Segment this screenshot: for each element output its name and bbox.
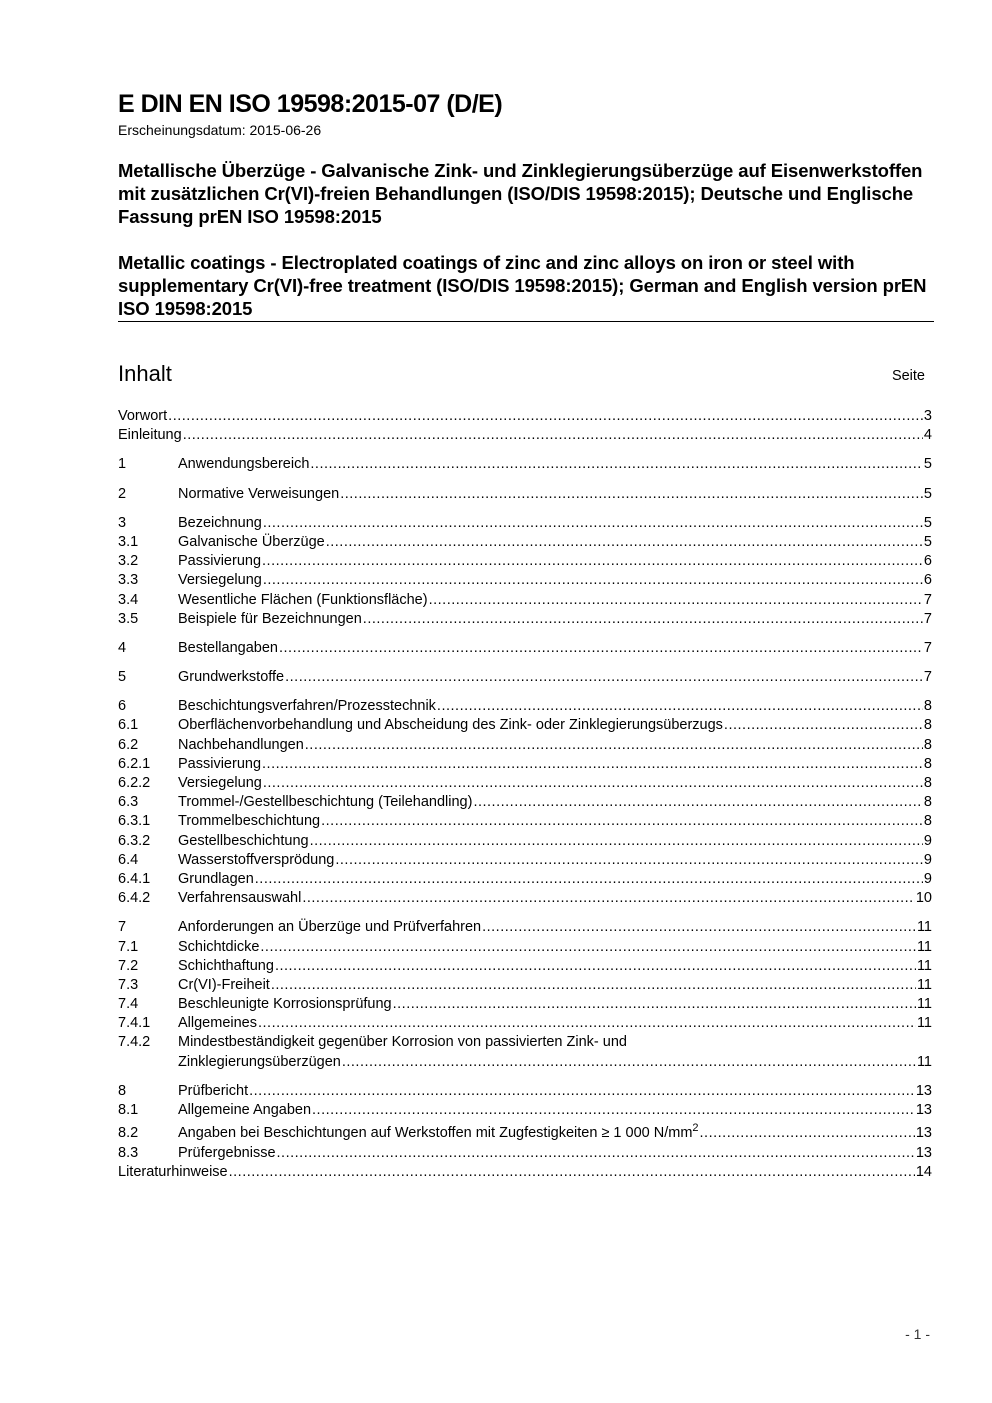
toc-entry[interactable] <box>118 736 932 755</box>
toc-entry[interactable] <box>118 485 932 504</box>
dot-leader <box>482 918 916 937</box>
toc-entry-number: 6.3.2 <box>118 832 151 849</box>
toc-entry-page: 11 <box>916 1015 932 1032</box>
toc-entry[interactable] <box>118 571 932 590</box>
toc-entry[interactable] <box>118 1101 932 1120</box>
toc-entry-number: 6.2 <box>118 736 139 753</box>
toc-entry-title-text: Beschichtungsverfahren/Prozesstechnik <box>178 698 436 715</box>
dot-leader <box>262 552 923 571</box>
dot-leader <box>249 1082 915 1101</box>
toc-entry-number: 6.4 <box>118 851 139 868</box>
toc-entry-page: 5 <box>923 533 932 550</box>
dot-leader <box>260 938 916 957</box>
toc-entry[interactable] <box>118 793 932 812</box>
toc-entry-page: 6 <box>923 572 932 589</box>
toc-entry-title-text: Cr(VI)-Freiheit <box>178 976 270 993</box>
toc-entry-number: 6.4.2 <box>118 890 151 907</box>
toc-entry-title <box>178 1101 311 1120</box>
toc-entry-title-text: Wasserstoffversprödung <box>178 851 335 868</box>
toc-entry-number: 4 <box>118 639 127 656</box>
toc-entry[interactable] <box>118 851 932 870</box>
toc-group <box>118 668 932 687</box>
toc-entry-page: 7 <box>923 639 932 656</box>
dot-leader <box>429 591 923 610</box>
toc-entry-page: 11 <box>916 1053 932 1070</box>
toc-entry-number: 2 <box>118 485 127 502</box>
toc-entry-page: 5 <box>923 456 932 473</box>
toc-entry-page: 9 <box>923 870 932 887</box>
dot-leader <box>271 976 916 995</box>
toc-entry-page: 4 <box>923 427 932 444</box>
toc-entry-title-text: Trommelbeschichtung <box>178 813 321 830</box>
superscript: 2 <box>692 1122 699 1135</box>
toc-group <box>118 639 932 658</box>
toc-group <box>118 1082 932 1183</box>
toc-entry[interactable] <box>118 1120 932 1144</box>
dot-leader <box>326 533 923 552</box>
dot-leader <box>305 736 923 755</box>
toc-entry-number: 6.2.1 <box>118 755 151 772</box>
toc-entry-title <box>178 639 278 658</box>
dot-leader <box>302 889 915 908</box>
dot-leader <box>262 755 923 774</box>
toc-entry[interactable] <box>118 812 932 831</box>
toc-entry-title <box>178 938 259 957</box>
toc-entry-page: 13 <box>915 1125 932 1142</box>
toc-entry-title-text: Grundwerkstoffe <box>178 669 285 686</box>
toc-entry-page: 7 <box>923 610 932 627</box>
toc-entry[interactable] <box>118 639 932 658</box>
dot-leader <box>277 1144 915 1163</box>
toc-entry-title <box>178 774 262 793</box>
toc-entry-page: 5 <box>923 514 932 531</box>
toc-entry-title-text: Prüfbericht <box>178 1082 249 1099</box>
dot-leader <box>279 639 923 658</box>
toc-entry-title <box>178 812 320 831</box>
toc-entry-title-text: Literaturhinweise <box>118 1164 228 1181</box>
dot-leader <box>183 426 923 445</box>
toc-group <box>118 407 932 445</box>
toc-entry-title: Zinklegierungsüberzügen <box>178 1053 341 1070</box>
toc-entry-title <box>178 889 301 908</box>
toc-entry-title-text: Trommel-/Gestellbeschichtung (Teilehandling) <box>178 794 473 811</box>
toc-entry-number: 3.4 <box>118 591 139 608</box>
toc-entry-title-text: Gestellbeschichtung <box>178 832 309 849</box>
toc-entry-page: 3 <box>923 408 932 424</box>
toc-entry-page: 5 <box>923 485 932 502</box>
toc-entry-title-text: Nachbehandlungen <box>178 736 304 753</box>
toc-entry[interactable] <box>118 533 932 552</box>
toc-entry-title-text: Passivierung <box>178 553 262 570</box>
toc-entry-title-text: Passivierung <box>178 755 262 772</box>
toc-entry-title <box>178 716 723 735</box>
dot-leader <box>263 514 923 533</box>
toc-entry-page: 9 <box>923 851 932 868</box>
toc-heading: Inhalt <box>118 361 172 386</box>
toc-entry[interactable] <box>118 755 932 774</box>
toc-entry-title <box>118 1163 228 1182</box>
toc-entry-page: 13 <box>915 1102 932 1118</box>
toc-entry-number: 8.2 <box>118 1125 139 1142</box>
toc-entry-number: 6.4.1 <box>118 870 151 887</box>
toc-entry-number: 7.3 <box>118 976 139 993</box>
toc-entry-number: 3.3 <box>118 572 139 589</box>
toc-entry-title <box>178 1082 248 1101</box>
dot-leader <box>168 407 923 426</box>
toc-entry-number: 3.1 <box>118 533 139 550</box>
toc-entry[interactable] <box>118 552 932 571</box>
toc-entry-title <box>178 552 261 571</box>
toc-entry-page: 8 <box>923 755 932 772</box>
toc-entry-title-text: Mindestbeständigkeit gegenüber Korrosion von passivierten Zink- und <box>178 1034 627 1051</box>
toc-entry[interactable] <box>118 1082 932 1101</box>
toc-entry-number: 3.2 <box>118 553 139 570</box>
toc-entry-title-text: Vorwort <box>118 408 168 424</box>
toc-entry-title <box>178 514 262 533</box>
table-of-contents <box>118 407 932 1193</box>
toc-entry[interactable] <box>118 514 932 533</box>
toc-entry[interactable] <box>118 889 932 908</box>
toc-entry-title <box>178 755 261 774</box>
toc-entry-page: 7 <box>923 669 932 686</box>
toc-entry[interactable] <box>118 455 932 474</box>
dot-leader <box>229 1163 915 1182</box>
toc-entry-title <box>178 832 309 851</box>
dot-leader <box>285 668 923 687</box>
toc-entry-page: 13 <box>915 1145 932 1162</box>
toc-entry-page: 6 <box>923 553 932 570</box>
toc-entry-title <box>118 426 182 445</box>
dot-leader <box>310 832 923 851</box>
toc-entry-title <box>178 697 436 716</box>
dot-leader <box>340 485 923 504</box>
toc-entry-title <box>178 918 481 937</box>
dot-leader <box>312 1101 915 1120</box>
toc-entry[interactable] <box>118 938 932 957</box>
toc-entry-title-text: Schichthaftung <box>178 957 274 974</box>
toc-entry-number: 7.4 <box>118 996 139 1013</box>
toc-entry[interactable] <box>118 426 932 445</box>
toc-entry-title <box>178 591 428 610</box>
toc-entry-title <box>178 485 339 504</box>
toc-entry-title-text: Beschleunigte Korrosionsprüfung <box>178 996 392 1013</box>
page-number: - 1 - <box>905 1326 930 1342</box>
toc-entry[interactable] <box>118 870 932 889</box>
toc-entry-title <box>178 1014 257 1033</box>
toc-entry-number: 5 <box>118 669 127 686</box>
toc-entry-title-text: Schichtdicke <box>178 938 260 955</box>
toc-entry[interactable] <box>118 774 932 793</box>
toc-entry[interactable] <box>118 591 932 610</box>
toc-entry-page: 7 <box>923 591 932 608</box>
toc-entry[interactable] <box>118 610 932 629</box>
toc-entry[interactable] <box>118 1144 932 1163</box>
toc-entry-title-text: Oberflächenvorbehandlung und Abscheidung des Zink- oder Zinklegierungsüberzugs <box>178 717 723 734</box>
toc-entry-number: 6.3.1 <box>118 813 151 830</box>
toc-entry-page: 9 <box>923 832 932 849</box>
toc-entry-page: 8 <box>923 717 932 734</box>
publication-date: Erscheinungsdatum: 2015-06-26 <box>118 122 322 138</box>
toc-entry[interactable] <box>118 697 932 716</box>
toc-entry-title-text: Allgemeine Angaben <box>178 1102 312 1118</box>
toc-entry-number: 8.1 <box>118 1102 139 1118</box>
toc-entry[interactable] <box>118 407 932 426</box>
toc-entry-title <box>178 668 284 687</box>
toc-entry-number: 6.2.2 <box>118 775 151 791</box>
dot-leader <box>263 774 923 793</box>
toc-entry-title-text: Grundlagen <box>178 870 254 887</box>
toc-entry-number: 7.4.1 <box>118 1015 151 1032</box>
title-german: Metallische Überzüge - Galvanische Zink- und Zinklegierungsüberzüge auf Eisenwerkstoffen mit zusätzlichen Cr(VI)-freien Behandlungen (ISO/DIS 19598:2015); Deutsche und Englische Fassung prEN ISO 19598:2015 <box>118 160 923 227</box>
dot-leader <box>263 571 923 590</box>
toc-entry-page: 8 <box>923 736 932 753</box>
toc-entry-title <box>178 736 304 755</box>
toc-entry-number: 3.5 <box>118 610 139 627</box>
toc-page-label: Seite <box>891 368 925 384</box>
toc-entry-page: 11 <box>916 976 932 993</box>
toc-entry[interactable] <box>118 976 932 995</box>
toc-entry[interactable] <box>118 1033 932 1052</box>
dot-leader <box>724 716 923 735</box>
toc-entry-title-text: Allgemeines <box>178 1015 257 1032</box>
toc-entry-page: 8 <box>923 698 932 715</box>
toc-entry-number: 1 <box>118 456 127 473</box>
toc-entry-title-text: Bestellangaben <box>178 639 278 656</box>
toc-entry-title <box>178 455 309 474</box>
toc-entry-page: 11 <box>916 957 932 974</box>
toc-entry[interactable] <box>118 995 932 1014</box>
toc-entry-title <box>178 793 472 812</box>
toc-entry-page: 8 <box>923 794 932 811</box>
toc-entry-number: 6 <box>118 698 127 715</box>
toc-entry-title <box>178 533 325 552</box>
dot-leader <box>473 793 922 812</box>
toc-entry-number: 6.1 <box>118 717 139 734</box>
toc-entry-page: 8 <box>923 813 932 830</box>
toc-entry-title <box>178 571 262 590</box>
dot-leader <box>258 1014 916 1033</box>
toc-entry-page: 10 <box>915 890 932 907</box>
dot-leader <box>310 455 923 474</box>
toc-entry[interactable] <box>118 957 932 976</box>
toc-entry-title-text: Prüfergebnisse <box>178 1145 276 1162</box>
toc-group <box>118 514 932 629</box>
toc-entry-title-text: Galvanische Überzüge <box>178 533 325 550</box>
toc-entry[interactable] <box>118 918 932 937</box>
toc-entry-number: 8 <box>118 1082 127 1099</box>
toc-entry-title-text: Anforderungen an Überzüge und Prüfverfahren <box>178 919 482 936</box>
toc-entry-title-text: Normative Verweisungen <box>178 485 340 502</box>
toc-entry-title <box>178 976 270 995</box>
toc-entry-title <box>178 870 254 889</box>
toc-entry-page: 8 <box>923 775 932 791</box>
dot-leader <box>321 812 923 831</box>
toc-entry-number: 7 <box>118 919 127 936</box>
toc-entry[interactable] <box>118 1163 932 1182</box>
dot-leader <box>700 1120 915 1146</box>
toc-entry-title <box>118 407 167 426</box>
toc-entry-number: 6.3 <box>118 794 139 811</box>
toc-entry-title <box>178 1033 627 1052</box>
toc-entry-title-text: Angaben bei Beschichtungen auf Werkstoffen mit Zugfestigkeiten ≥ 1 000 N/mm <box>178 1125 693 1142</box>
dot-leader <box>342 1053 916 1072</box>
dot-leader <box>335 851 923 870</box>
toc-entry-number: 7.1 <box>118 938 139 955</box>
toc-entry-title-text: Versiegelung <box>178 775 262 791</box>
toc-entry-title-text: Wesentliche Flächen (Funktionsfläche) <box>178 591 428 608</box>
toc-group <box>118 485 932 504</box>
toc-entry[interactable] <box>118 668 932 687</box>
toc-entry-number: 7.4.2 <box>118 1034 151 1051</box>
toc-group <box>118 918 932 1072</box>
toc-entry[interactable] <box>118 1014 932 1033</box>
dot-leader <box>393 995 916 1014</box>
toc-entry-page: 11 <box>916 919 932 936</box>
toc-entry-number: 3 <box>118 514 127 531</box>
toc-entry-title-text: Beispiele für Bezeichnungen <box>178 610 362 627</box>
toc-entry-title-text: Verfahrensauswahl <box>178 890 302 907</box>
toc-entry-page: 11 <box>916 996 932 1013</box>
toc-entry-title-text: Bezeichnung <box>178 514 262 531</box>
dot-leader <box>437 697 923 716</box>
toc-entry-title-text: Einleitung <box>118 427 182 444</box>
toc-entry-page: 14 <box>915 1164 932 1181</box>
toc-entry-title <box>178 995 392 1014</box>
toc-entry-number: 8.3 <box>118 1145 139 1162</box>
toc-entry-page: 11 <box>916 938 932 955</box>
dot-leader <box>275 957 916 976</box>
toc-entry-title <box>178 1144 276 1163</box>
divider <box>118 321 934 322</box>
toc-group <box>118 455 932 474</box>
toc-entry[interactable] <box>118 716 932 735</box>
toc-entry-continuation[interactable] <box>118 1053 932 1072</box>
title-english: Metallic coatings - Electroplated coatings of zinc and zinc alloys on iron or steel with supplementary Cr(VI)-free treatment (ISO/DIS 19598:2015); German and English version prEN ISO 19598:2015 <box>118 252 927 319</box>
toc-entry[interactable] <box>118 832 932 851</box>
toc-entry-title <box>178 610 362 629</box>
toc-entry-title <box>178 851 334 870</box>
toc-entry-title <box>178 1120 699 1146</box>
dot-leader <box>363 610 923 629</box>
toc-entry-number: 7.2 <box>118 957 139 974</box>
toc-entry-title-text: Anwendungsbereich <box>178 456 310 473</box>
document-id: E DIN EN ISO 19598:2015-07 (D/E) <box>118 90 503 118</box>
dot-leader <box>255 870 923 889</box>
toc-group <box>118 697 932 908</box>
toc-entry-title-text: Versiegelung <box>178 572 262 589</box>
toc-entry-page: 13 <box>915 1082 932 1099</box>
toc-entry-title <box>178 957 274 976</box>
